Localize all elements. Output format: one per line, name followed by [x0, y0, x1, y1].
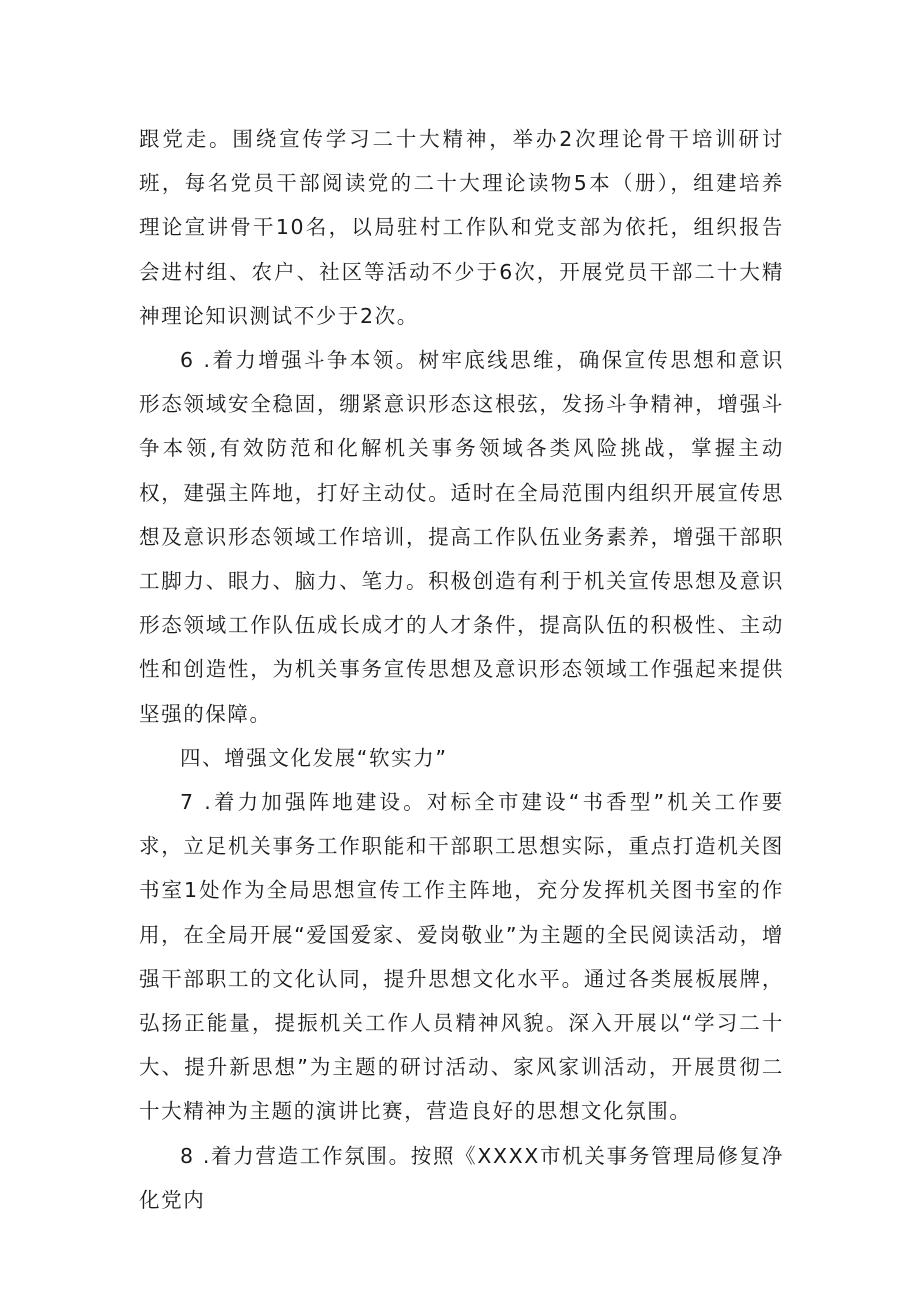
paragraph-item-7: 7 .着力加强阵地建设。对标全市建设“书香型”机关工作要求，立足机关事务工作职能和干部职工思想实际，重点打造机关图书室1处作为全局思想宣传工作主阵地，充分发挥机关图书室的作用，在全局开展“爱国爱家、爱岗敬业”为主题的全民阅读活动，增强干部职工的文化认同，提升思想文化水平。通过各类展板展牌，弘扬正能量，提振机关工作人员精神风貌。深入开展以“学习二十大、提升新思想”为主题的研讨活动、家风家训活动，开展贯彻二十大精神为主题的演讲比赛，营造良好的思想文化氛围。	[139, 790, 784, 1124]
paragraph-item-6: 6 .着力增强斗争本领。树牢底线思维，确保宣传思想和意识形态领域安全稳固，绷紧意识形态这根弦，发扬斗争精神，增强斗争本领,有效防范和化解机关事务领域各类风险挑战，掌握主动权，建强主阵地，打好主动仗。适时在全局范围内组织开展宣传思想及意识形态领域工作培训，提高工作队伍业务素养，增强干部职工脚力、眼力、脑力、笔力。积极创造有利于机关宣传思想及意识形态领域工作队伍成长成才的人才条件，提高队伍的积极性、主动性和创造性，为机关事务宣传思想及意识形态领域工作强起来提供坚强的保障。	[139, 348, 784, 726]
section-heading-4: 四、增强文化发展“软实力”	[180, 745, 448, 770]
paragraph-1: 跟党走。围绕宣传学习二十大精神，举办2次理论骨干培训研讨班，每名党员干部阅读党的二十大理论读物5本（册），组建培养理论宣讲骨干10名，以局驻村工作队和党支部为依托，组织报告会进村组、农户、社区等活动不少于6次，开展党员干部二十大精神理论知识测试不少于2次。	[139, 127, 784, 328]
paragraph-item-8: 8 .着力营造工作氛围。按照《XXXX市机关事务管理局修复净化党内	[139, 1143, 784, 1212]
document-body	[139, 117, 784, 1222]
